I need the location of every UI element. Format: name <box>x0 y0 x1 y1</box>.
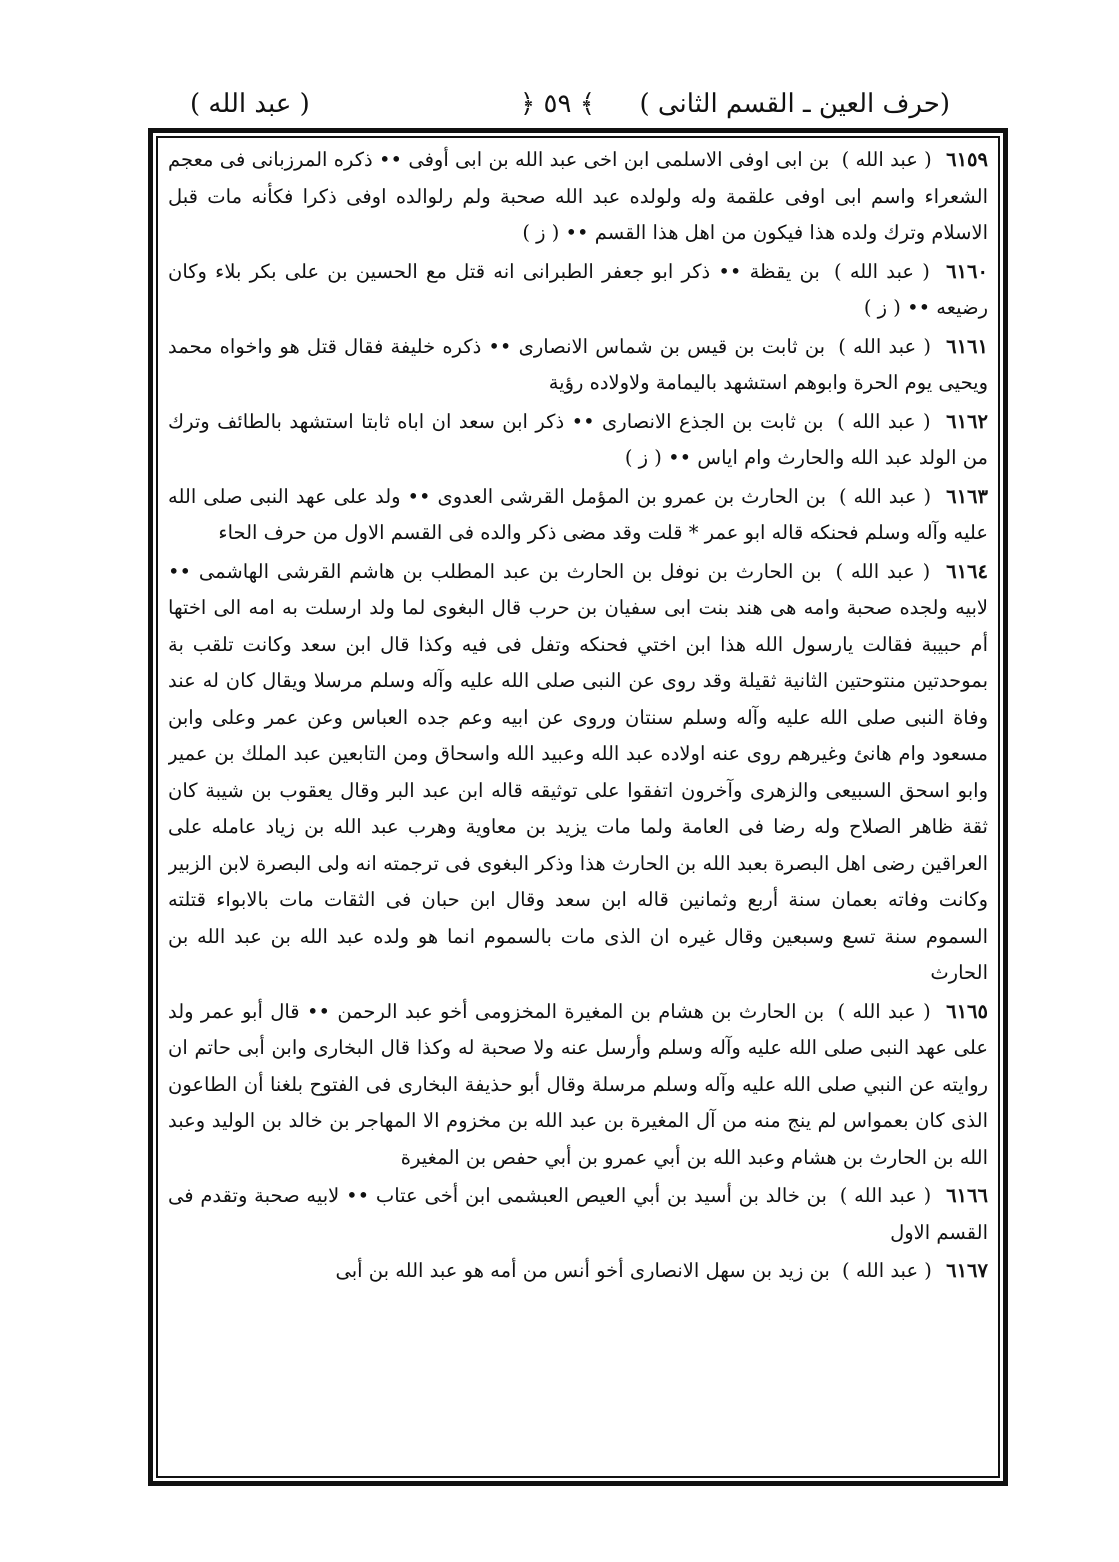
entry-number: ٦١٦١ <box>946 334 988 358</box>
entry-name: ( عبد الله ) <box>837 409 931 433</box>
entry-6161 <box>168 329 988 402</box>
entry-number: ٦١٦٦ <box>946 1184 988 1207</box>
entry-name: ( عبد الله ) <box>838 334 931 358</box>
entry-name: ( عبد الله ) <box>839 1184 932 1207</box>
entry-number: ٦١٦٢ <box>946 409 988 433</box>
entry-number: ٦١٦٧ <box>946 1259 988 1282</box>
entry-name: ( عبد الله ) <box>838 484 932 508</box>
entry-6165 <box>168 994 988 1177</box>
entry-6159 <box>168 142 988 252</box>
entry-6166 <box>168 1178 988 1251</box>
running-head-right: (حرف العين ـ القسم الثانى ) <box>639 89 950 119</box>
entry-name: ( عبد الله ) <box>834 259 930 283</box>
entry-6164 <box>168 554 988 992</box>
entry-6162 <box>168 404 988 477</box>
entry-number: ٦١٦٠ <box>946 259 988 283</box>
entry-6167 <box>168 1253 988 1290</box>
entry-name: ( عبد الله ) <box>841 148 932 171</box>
entry-text: بن زيد بن سهل الانصارى أخو أنس من أمه هو عبد الله بن أبى <box>335 1259 830 1282</box>
entry-text: بن الحارث بن هشام بن المغيرة المخزومى أخو عبد الرحمن •• قال أبو عمر ولد على عهد النبى صلى الله عليه وآله وسلم وأرسل عنه ولا صحبة له وكذا قال البخارى وابن أبى حاتم ان روايته عن النبي صلى الله عليه وآله وسلم مرسلة وقال أبو حذيفة البخارى فى الفتوح بلغنا أن الطاعون الذى كان بعمواس لم ينج منه من آل المغيرة بن عبد الله بن مخزوم الا المهاجر بن خالد بن الوليد وعبد الله بن الحارث بن هشام وعبد الله بن أبي عمرو بن أبي حفص بن المغيرة <box>168 999 988 1169</box>
entry-6160 <box>168 254 988 327</box>
entry-text: بن ثابت بن الجذع الانصارى •• ذكر ابن سعد ان اباه ثابتا استشهد بالطائف وترك من الولد عبد الله والحارث وام اياس •• ( ز ) <box>168 409 988 469</box>
entry-text: بن يقظة •• ذكر ابو جعفر الطبرانى انه قتل مع الحسين بن على بكر بلاء وكان رضيعه •• ( ز ) <box>168 259 988 319</box>
entry-number: ٦١٦٤ <box>946 559 988 583</box>
entry-number: ٦١٦٥ <box>946 999 988 1023</box>
entry-number: ٦١٥٩ <box>946 148 988 171</box>
entry-6163 <box>168 479 988 552</box>
entry-text: بن ثابت بن قيس بن شماس الانصارى •• ذكره خليفة فقال قتل هو واخواه محمد ويحيى يوم الحرة وابوهم استشهد باليمامة ولاولاده رؤية <box>168 334 988 394</box>
page-header <box>150 78 965 130</box>
entry-name: ( عبد الله ) <box>835 559 931 583</box>
entry-text: بن الحارث بن نوفل بن الحارث بن عبد المطلب بن هاشم القرشى الهاشمى •• لابيه ولجده صحبة وامه هى هند بنت ابى سفيان بن حرب قال البغوى لما ولد ارسلت به امه الى اختها أم حبيبة فقالت يارسول الله هذا ابن اختي فحنكه وتفل فى فيه وكذا قال ابن سعد وكانت تلقب بة بموحدتين منتوحتين الثانية ثقيلة وقد روى عن النبى صلى الله عليه وآله وسلم مرسلا ويقال كان له عند وفاة النبى صلى الله عليه وآله وسلم سنتان وروى عن ابيه وعم جده العباس وعن عمر وعلى وابن مسعود وام هانئ وغيرهم روى عنه اولاده عبد الله وعبيد الله واسحاق ومن التابعين عبد الملك بن عمير وابو اسحق السبيعى والزهرى وآخرون اتفقوا على توثيقه قاله ابن عبد البر وقال يعقوب بن شيبة كان ثقة ظاهر الصلاح وله رضا فى العامة ولما مات يزيد بن معاوية وهرب عبد الله بن زياد عامله على العراقين رضى اهل البصرة بعبد الله بن الحارث هذا وذكر البغوى فى ترجمته انه ولى البصرة لابن الزبير وكانت وفاته بعمان سنة أربع وثمانين قاله ابن سعد وقال ابن حبان فى الثقات مات بالابواء قتلته السموم سنة تسع وسبعين وقال غيره ان الذى مات بالسموم انما هو ولده عبد الله بن عبد الله بن الحارث <box>168 559 988 984</box>
page-body <box>168 142 988 1474</box>
entry-number: ٦١٦٣ <box>946 484 988 508</box>
entry-name: ( عبد الله ) <box>842 1259 932 1282</box>
entry-text: بن الحارث بن عمرو بن المؤمل القرشى العدوى •• ولد على عهد النبى صلى الله عليه وآله وسلم فحنكه قاله ابو عمر * قلت وقد مضى ذكر والده فى القسم الاول من حرف الحاء <box>168 484 988 544</box>
entry-text: بن ابى اوفى الاسلمى ابن اخى عبد الله بن ابى أوفى •• ذكره المرزبانى فى معجم الشعراء واسم ابى اوفى علقمة وله ولولده عبد الله صحبة ولم رلوالده اوفى ذكرا فكأنه مات قبل الاسلام وترك ولده هذا فيكون من اهل هذا القسم •• ( ز ) <box>168 148 988 244</box>
running-head-left: ( عبد الله ) <box>190 89 310 119</box>
entry-name: ( عبد الله ) <box>837 999 931 1023</box>
page-number: ﴿ ٥٩ ﴾ <box>520 89 595 119</box>
entry-text: بن خالد بن أسيد بن أبي العيص العبشمى ابن أخى عتاب •• لابيه صحبة وتقدم فى القسم الاول <box>168 1184 988 1244</box>
